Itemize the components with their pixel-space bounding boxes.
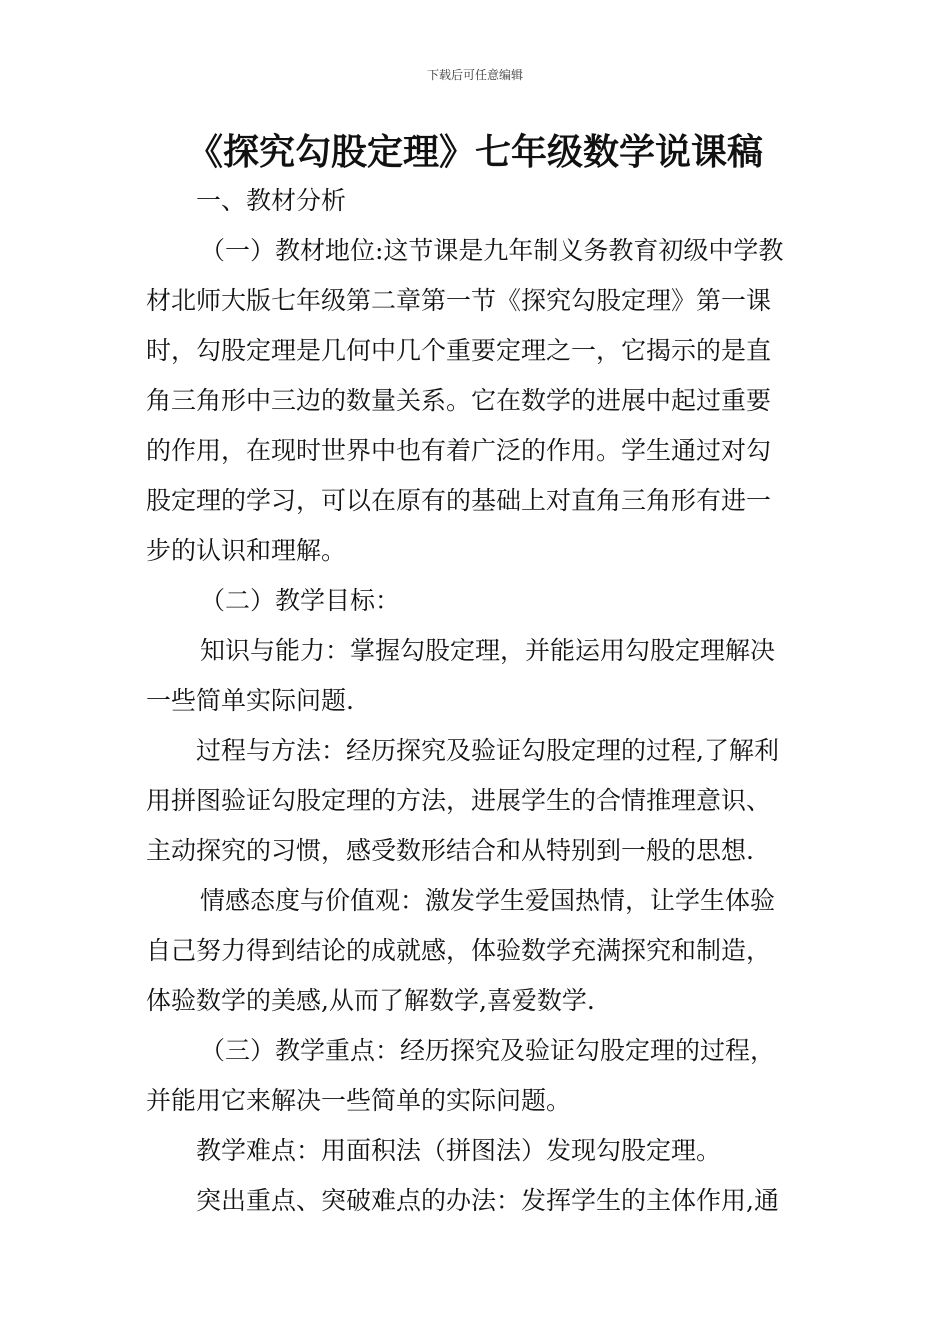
- paragraph-line: 的作用，在现时世界中也有着广泛的作用。学生通过对勾: [146, 436, 772, 465]
- paragraph-line: 并能用它来解决一些简单的实际问题。: [146, 1086, 572, 1115]
- paragraph-line: 步的认识和理解。: [146, 536, 347, 565]
- paragraph-line: 突出重点、突破难点的办法：发挥学生的主体作用,通: [196, 1186, 779, 1215]
- paragraph-line: 知识与能力：掌握勾股定理，并能运用勾股定理解决: [200, 636, 776, 665]
- section-heading-teaching-goals: （二）教学目标：: [200, 586, 401, 615]
- paragraph-line: 情感态度与价值观：激发学生爱国热情，让学生体验: [200, 886, 776, 915]
- paragraph-line: 时，勾股定理是几何中几个重要定理之一，它揭示的是直: [146, 336, 772, 365]
- paragraph-line: 自己努力得到结论的成就感，体验数学充满探究和制造，: [146, 936, 772, 965]
- paragraph-line: 教学难点：用面积法（拼图法）发现勾股定理。: [196, 1136, 722, 1165]
- paragraph-line: 材北师大版七年级第二章第一节《探究勾股定理》第一课: [146, 286, 772, 315]
- paragraph-line: 过程与方法：经历探究及验证勾股定理的过程,了解利: [196, 736, 779, 765]
- paragraph-line: 主动探究的习惯，感受数形结合和从特别到一般的思想.: [146, 836, 754, 865]
- paragraph-line: 角三角形中三边的数量关系。它在数学的进展中起过重要: [146, 386, 772, 415]
- header-note: 下载后可任意编辑: [426, 68, 523, 82]
- page-title: 《探究勾股定理》七年级数学说课稿: [186, 132, 763, 173]
- paragraph-line: （一）教材地位:这节课是九年制义务教育初级中学教: [200, 236, 784, 265]
- section-heading-textbook-analysis: 一、教材分析: [196, 186, 347, 215]
- section-heading-teaching-focus: （三）教学重点：经历探究及验证勾股定理的过程，: [200, 1036, 776, 1065]
- paragraph-line: 一些简单实际问题.: [146, 686, 354, 715]
- paragraph-line: 体验数学的美感,从而了解数学,喜爱数学.: [146, 986, 595, 1015]
- paragraph-line: 股定理的学习，可以在原有的基础上对直角三角形有进一: [146, 486, 772, 515]
- paragraph-line: 用拼图验证勾股定理的方法，进展学生的合情推理意识、: [146, 786, 772, 815]
